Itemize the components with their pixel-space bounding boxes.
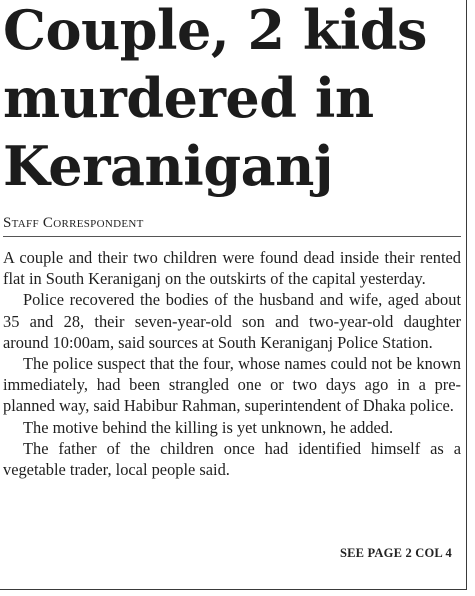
paragraph-3: The police suspect that the four, whose names could not be known immediately, had been strangled one or two days ago in a pre-planned way, said Habibur Rahman, superintendent of Dhaka police. [3, 354, 461, 416]
paragraph-4: The motive behind the killing is yet unknown, he added. [23, 417, 394, 437]
paragraph-2: Police recovered the bodies of the husband and wife, aged about 35 and 28, their seven-year-old son and two-year-old daughter around 10:00am, said sources at South Keraniganj Police Station. [3, 290, 461, 352]
article-body [3, 247, 461, 480]
headline-line-3: Keraniganj [3, 134, 333, 198]
headline-line-2: murdered in [3, 66, 374, 130]
byline: Staff Correspondent [3, 215, 144, 231]
byline-divider [3, 236, 461, 237]
headline-line-1: Couple, 2 kids [3, 0, 427, 62]
paragraph-1: A couple and their two children were found dead inside their rented flat in South Keraniganj on the outskirts of the capital yesterday. [3, 248, 461, 289]
headline [3, 0, 463, 200]
continuation-note: SEE PAGE 2 COL 4 [339, 546, 452, 560]
paragraph-5: The father of the children once had identified himself as a vegetable trader, local people said. [3, 438, 461, 480]
